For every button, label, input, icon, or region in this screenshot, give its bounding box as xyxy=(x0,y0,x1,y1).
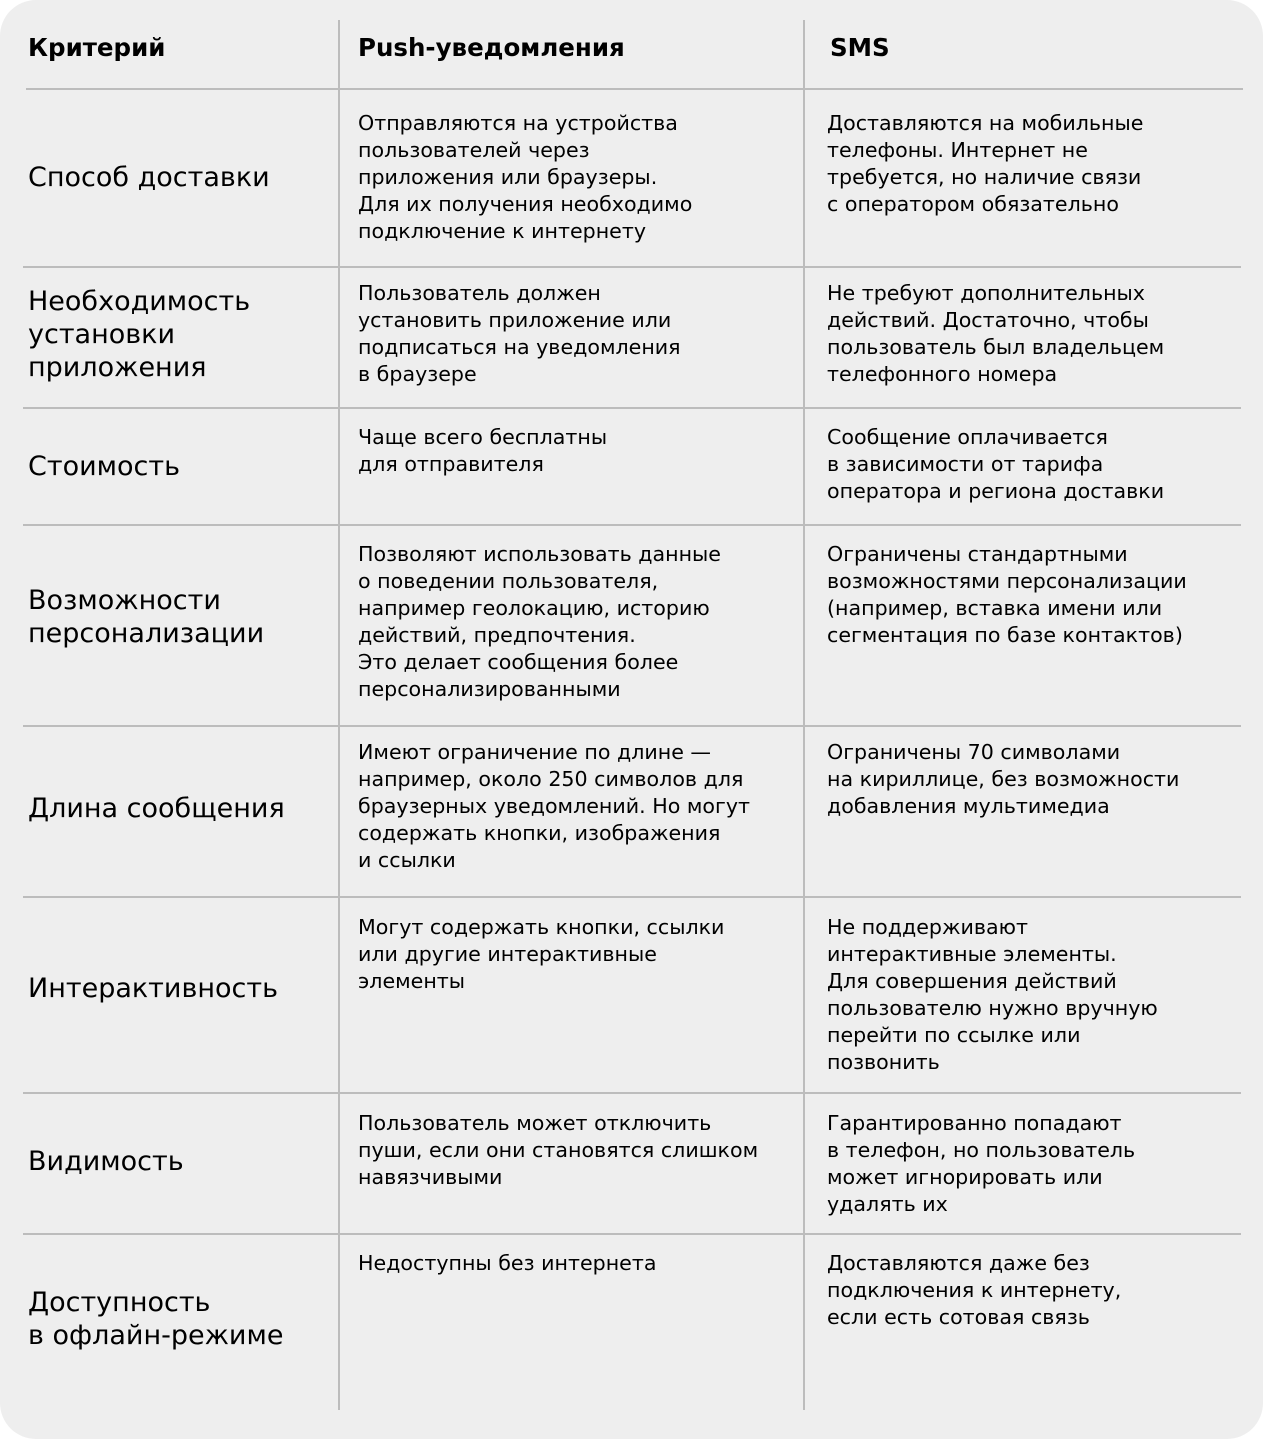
header-push: Push-уведомления xyxy=(358,33,625,62)
push-delivery: Отправляются на устройства пользователей через приложения или браузеры. Для их получения необходимо подключение к интернету xyxy=(358,111,693,243)
sms-interactivity: Не поддерживают интерактивные элементы. Для совершения действий пользователю нужно вручную перейти по ссылке или позвонить xyxy=(827,915,1158,1074)
header-divider xyxy=(26,88,1243,90)
row-divider xyxy=(23,896,1241,898)
header-criterion: Критерий xyxy=(28,33,166,62)
row-divider xyxy=(23,1233,1241,1235)
criterion-personalization: Возможности персонализации xyxy=(28,585,265,649)
push-interactivity: Могут содержать кнопки, ссылки или другие интерактивные элементы xyxy=(358,915,725,993)
criterion-offline: Доступность в офлайн-режиме xyxy=(28,1287,284,1351)
push-personalization: Позволяют использовать данные о поведении пользователя, например геолокацию, историю действий, предпочтения. Это делает сообщения более персонализированными xyxy=(358,542,721,701)
sms-message-length: Ограничены 70 символами на кириллице, без возможности добавления мультимедиа xyxy=(827,740,1180,818)
criterion-message-length: Длина сообщения xyxy=(28,793,285,824)
column-divider-1 xyxy=(338,20,340,1410)
push-cost: Чаще всего бесплатны для отправителя xyxy=(358,425,608,476)
row-divider xyxy=(23,1092,1241,1094)
push-visibility: Пользователь может отключить пуши, если они становятся слишком навязчивыми xyxy=(358,1111,759,1189)
push-message-length: Имеют ограничение по длине — например, около 250 символов для браузерных уведомлений. Но могут содержать кнопки, изображения и ссылки xyxy=(358,740,751,872)
sms-delivery: Доставляются на мобильные телефоны. Интернет не требуется, но наличие связи с оператором обязательно xyxy=(827,111,1144,216)
row-divider xyxy=(23,407,1241,409)
sms-visibility: Гарантированно попадают в телефон, но пользователь может игнорировать или удалять их xyxy=(827,1111,1136,1216)
header-sms: SMS xyxy=(830,33,890,62)
criterion-visibility: Видимость xyxy=(28,1146,184,1177)
sms-cost: Сообщение оплачивается в зависимости от тарифа оператора и региона доставки xyxy=(827,425,1165,503)
row-divider xyxy=(23,266,1241,268)
row-divider xyxy=(23,524,1241,526)
sms-app-install: Не требуют дополнительных действий. Достаточно, чтобы пользователь был владельцем телефонного номера xyxy=(827,281,1165,386)
sms-offline: Доставляются даже без подключения к интернету, если есть сотовая связь xyxy=(827,1251,1122,1329)
criterion-delivery: Способ доставки xyxy=(28,162,270,193)
criterion-cost: Стоимость xyxy=(28,451,181,482)
criterion-app-install: Необходимость установки приложения xyxy=(28,286,251,383)
push-offline: Недоступны без интернета xyxy=(358,1251,657,1275)
push-app-install: Пользователь должен установить приложение или подписаться на уведомления в браузере xyxy=(358,281,681,386)
sms-personalization: Ограничены стандартными возможностями персонализации (например, вставка имени или сегментация по базе контактов) xyxy=(827,542,1187,647)
criterion-interactivity: Интерактивность xyxy=(28,973,279,1004)
column-divider-2 xyxy=(803,20,805,1410)
row-divider xyxy=(23,725,1241,727)
